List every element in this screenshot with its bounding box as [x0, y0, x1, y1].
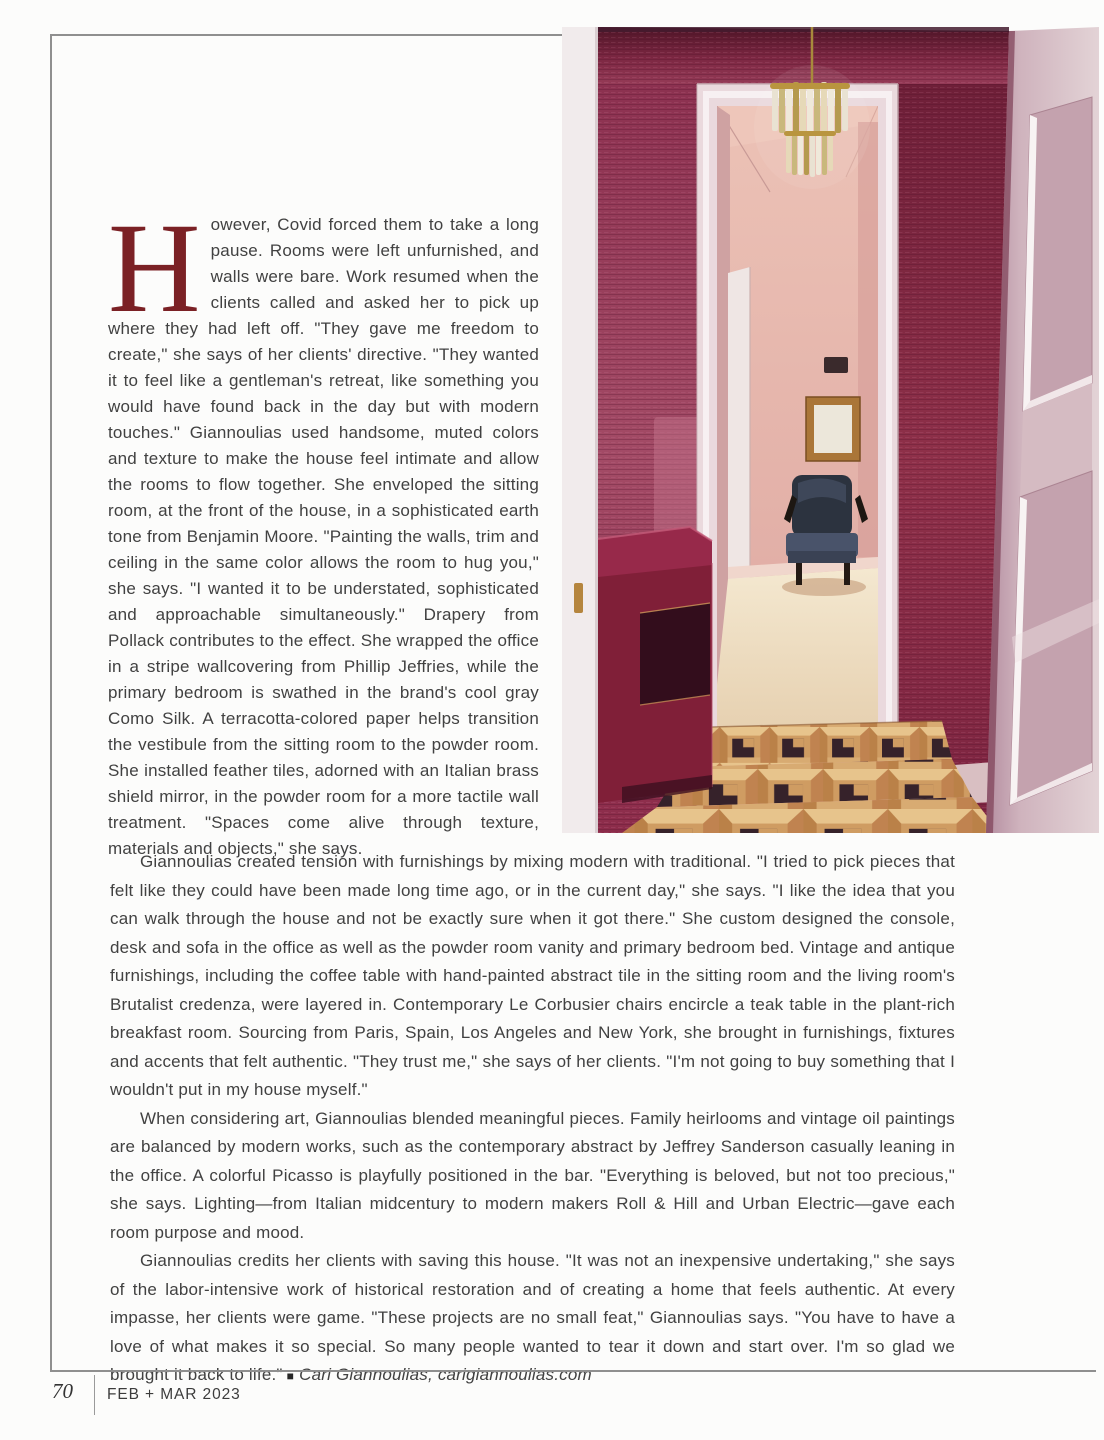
byline: Cari Giannoulias, carigiannoulias.com: [299, 1365, 592, 1384]
doorway: [697, 84, 898, 833]
page-border-left: [50, 34, 52, 1371]
issue-date: FEB + MAR 2023: [107, 1386, 241, 1403]
drop-cap: H: [108, 197, 201, 339]
hallway-photo-art: [562, 27, 1099, 833]
paragraph-4: [110, 1247, 955, 1391]
paragraph-2: Giannoulias created tension with furnishings by mixing modern with traditional. "I tried to pick pieces that felt like they could have been made long time ago, or in the current day," she says. "I like the idea that you can walk through the house and not be exactly sure when it got there." She custom designed the console, desk and sofa in the office as well as the powder room vanity and primary bedroom bed. Vintage and antique furnishings, including the coffee table with hand-painted abstract tile in the sitting room and the living room's Brutalist credenza, were layered in. Contemporary Le Corbusier chairs encircle a teak table in the plant-rich breakfast room. Sourcing from Paris, Spain, Los Angeles and New York, she brought in furnishings, fixtures and accents that felt authentic. "They trust me," she says of her clients. "I'm not going to buy something that I wouldn't put in my house myself.": [110, 852, 955, 1099]
page-border-top: [50, 34, 564, 36]
picture-frame: [806, 397, 860, 461]
article-left-column: [108, 197, 539, 862]
paragraph-4-text: Giannoulias credits her clients with saving this house. "It was not an inexpensive undertaking," she says of the labor-intensive work of historical restoration and of creating a home that feels authentic. At every impasse, her clients were game. "These projects are no small feat," Giannoulias says. "You have to have a love of what makes it so special. So many people wanted to tear it down and start over. I'm so glad we brought it back to life.": [110, 1251, 955, 1384]
brass-hinge: [574, 583, 583, 613]
footer-rule: [50, 1370, 1096, 1372]
end-mark: ■: [286, 1369, 295, 1383]
opening-paragraph: [108, 197, 539, 862]
left-door-jamb: [562, 27, 598, 833]
page-number: 70: [52, 1379, 73, 1403]
chandelier-tier-1: [770, 82, 850, 135]
wall-switch: [824, 357, 848, 373]
door-upper-panel: [1023, 97, 1092, 411]
footer-divider: [94, 1375, 95, 1415]
opening-paragraph-text: owever, Covid forced them to take a long pause. Rooms were left unfurnished, and walls were bare. Work resumed when the clients called and asked her to pick up where they had left off. "They gave me freedom to create," she says of her clients' directive. "They wanted it to feel like a gentleman's retreat, like something you would have found back in the day but with modern touches." Giannoulias used handsome, muted colors and texture to make the house feel intimate and allow the rooms to flow together. She enveloped the sitting room, at the front of the house, in a sophisticated earth tone from Benjamin Moore. "Painting the walls, trim and ceiling in the same color allows the room to hug you," she says. "I wanted it to be understated, sophisticated and approachable simultaneously." Drapery from Pollack contributes to the effect. She wrapped the office in a stripe wallcovering from Phillip Jeffries, while the primary bedroom is swathed in the brand's cool gray Como Silk. A terracotta-colored paper helps transition the vestibule from the sitting room to the powder room. She installed feather tiles, adorned with an Italian brass shield mirror, in the powder room for a more tactile wall treatment. "Spaces come alive through texture, materials and objects," she says.: [108, 215, 539, 858]
hallway-photo: [562, 27, 1099, 833]
article-body: [110, 848, 955, 1391]
paragraph-3: When considering art, Giannoulias blended meaningful pieces. Family heirlooms and vintage oil paintings are balanced by modern works, such as the contemporary abstract by Jeffrey Sanderson casually leaning in the office. A colorful Picasso is playfully positioned in the bar. "Everything is beloved, but not too precious," she says. Lighting—from Italian midcentury to modern makers Roll & Hill and Urban Electric—gave each room purpose and mood.: [110, 1108, 955, 1242]
velvet-bench: [598, 527, 712, 803]
